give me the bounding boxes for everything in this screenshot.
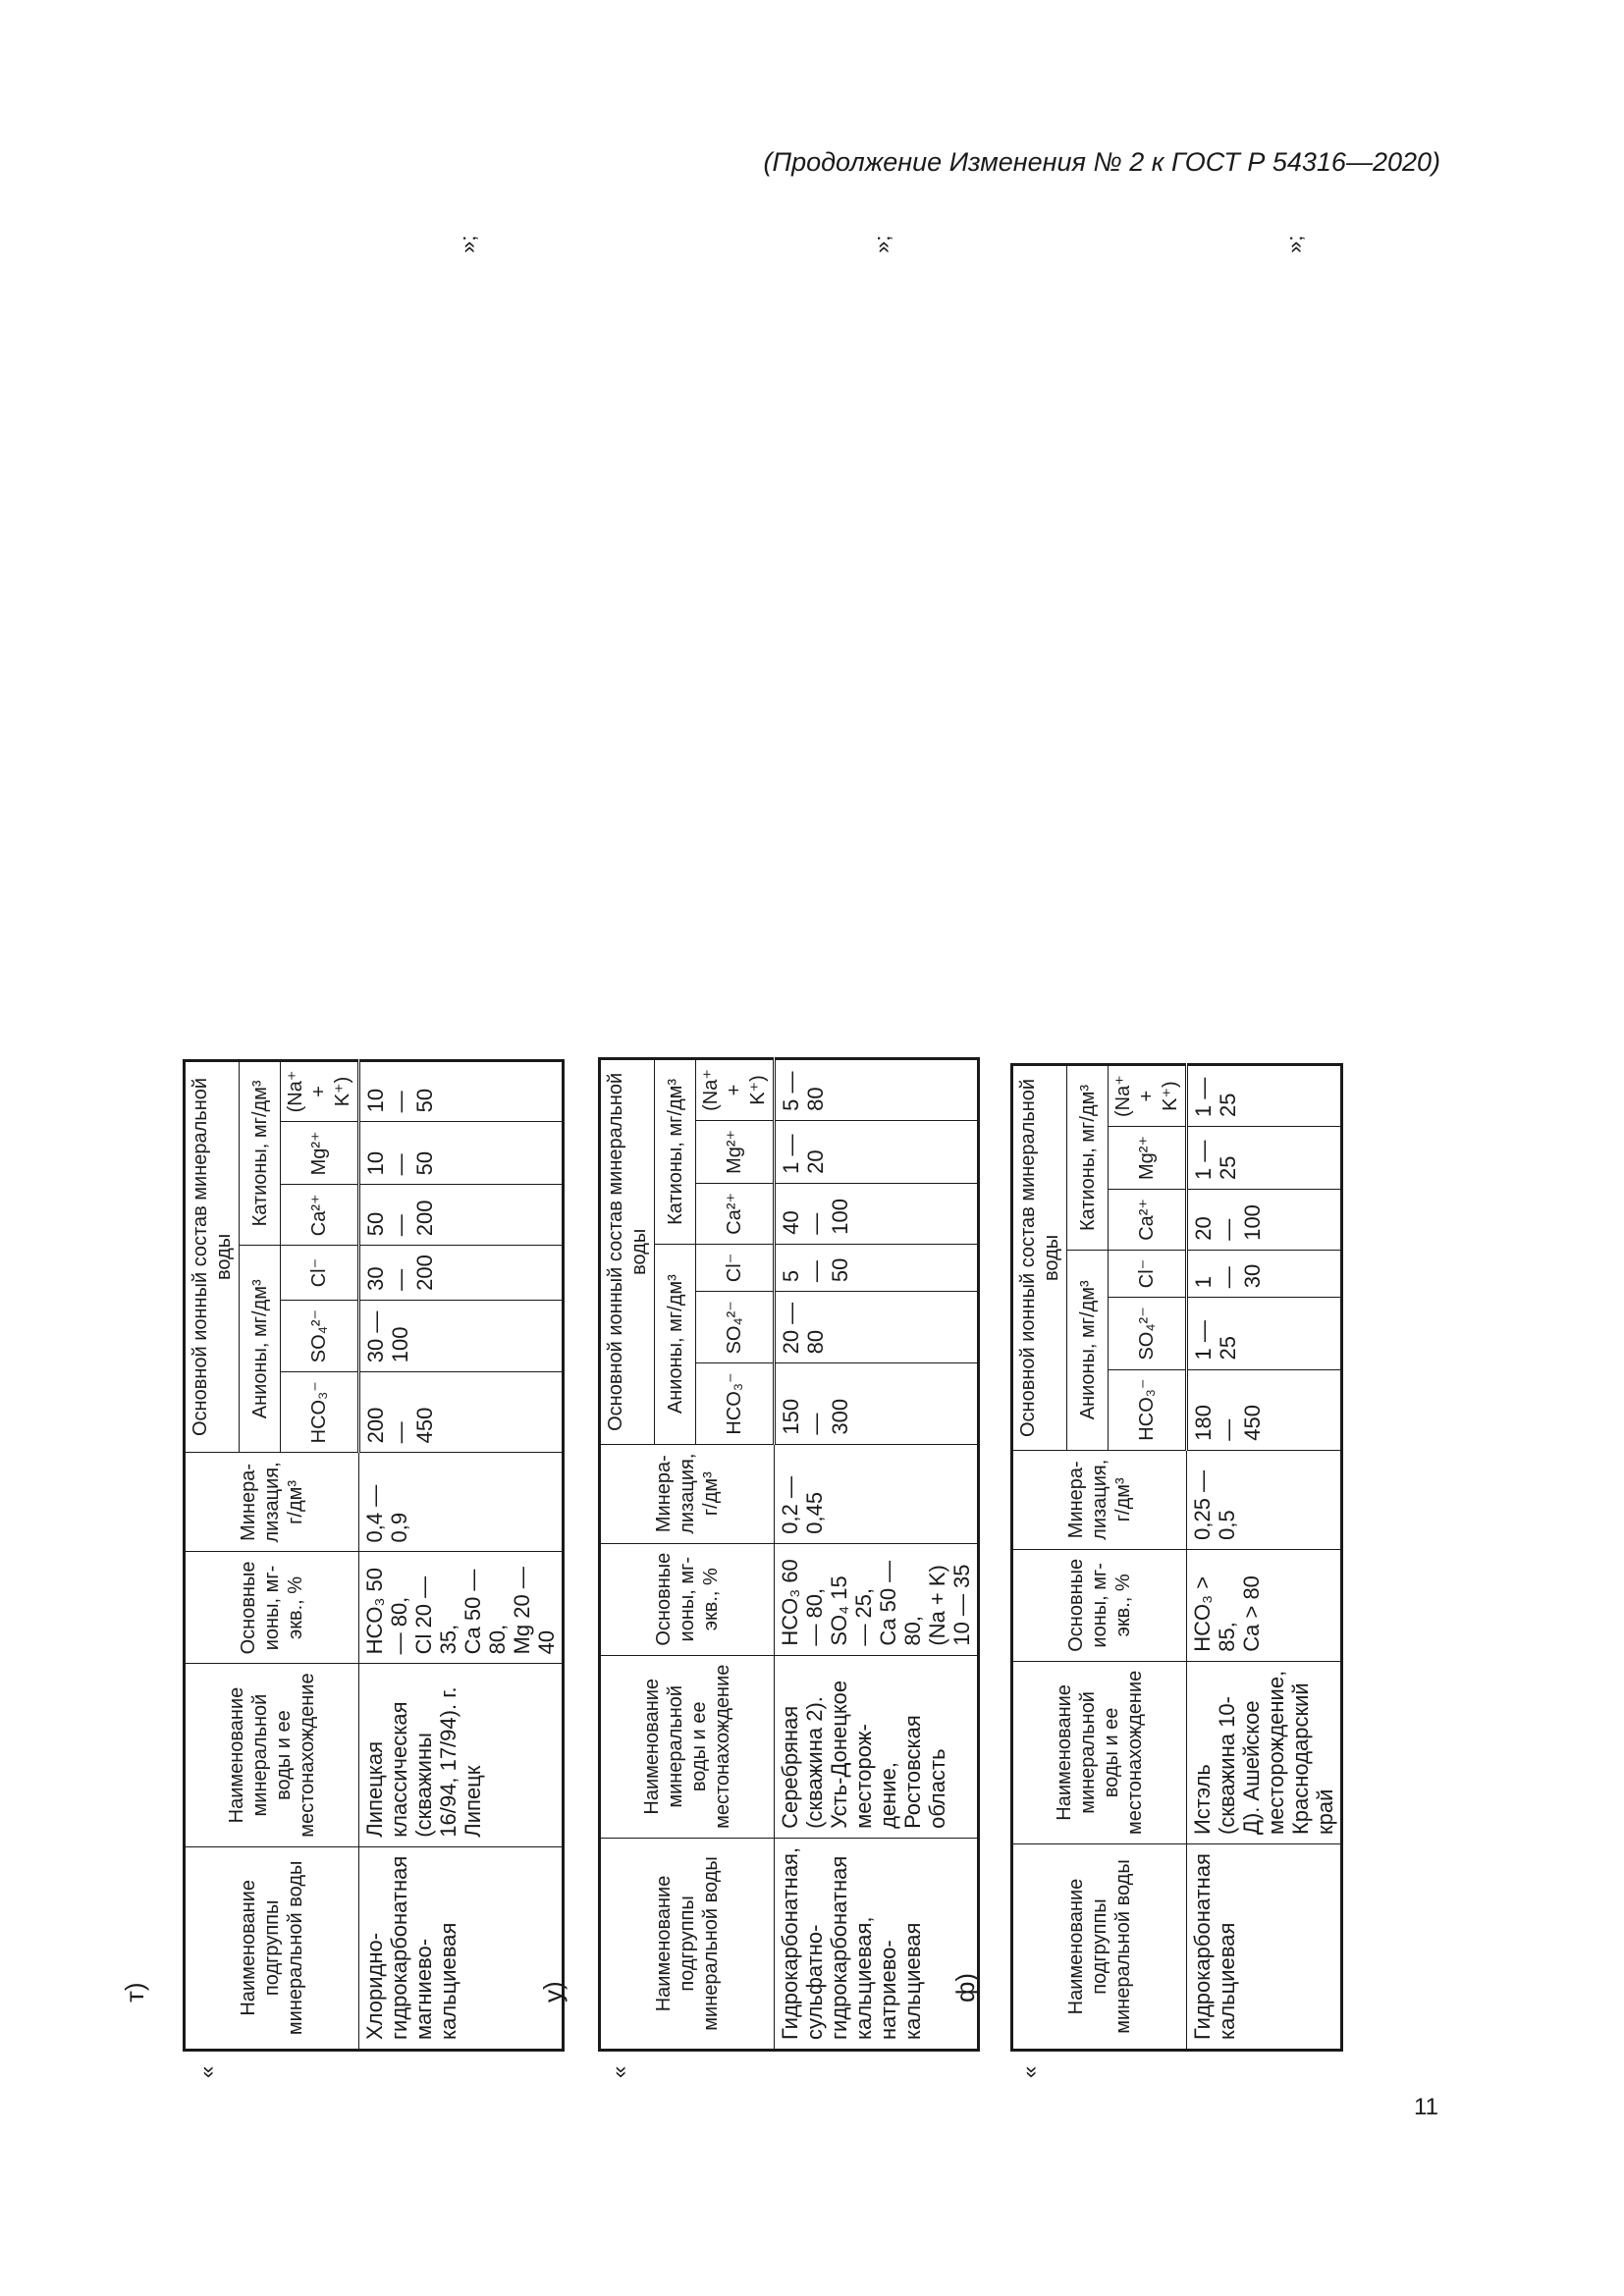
cell-mineralization: 0,4 — 0,9 — [359, 1453, 564, 1552]
header-ions: Основные ионы, мг-экв., % — [600, 1543, 775, 1655]
cell-mg: 1 — 25 — [1187, 1127, 1342, 1190]
cell-cl: 5 — 50 — [775, 1244, 979, 1291]
close-quote: »; — [870, 235, 894, 253]
close-quote: »; — [1282, 235, 1307, 253]
header-name: Наименование минеральной воды и ее местонахождение — [600, 1655, 775, 1838]
header-ca: Ca²⁺ — [281, 1185, 359, 1246]
cell-subgroup: Гидрокарбонатная, сульфатно-гидрокарбонатная кальциевая, натриево-кальциевая — [775, 1838, 979, 2050]
header-nak: (Na⁺ + K⁺) — [696, 1059, 775, 1121]
close-quote: »; — [456, 235, 480, 253]
header-ca: Ca²⁺ — [696, 1183, 775, 1244]
cell-ca: 20 — 100 — [1187, 1190, 1342, 1251]
mineral-water-table — [598, 1057, 980, 2052]
cell-name: Липецкая классическая (скважины 16/94, 17/94). г. Липецк — [359, 1664, 564, 1846]
header-so4: SO₄²⁻ — [281, 1300, 359, 1371]
header-mg: Mg²⁺ — [1109, 1127, 1187, 1190]
header-cations: Катионы, мг/дм³ — [1067, 1065, 1109, 1251]
header-mg: Mg²⁺ — [281, 1122, 359, 1185]
header-composition: Основной ионный состав минеральной воды — [600, 1059, 655, 1444]
header-cations: Катионы, мг/дм³ — [655, 1059, 696, 1245]
cell-mg: 1 — 20 — [775, 1120, 979, 1183]
table-label: ф) — [950, 1972, 980, 2002]
page-number: 11 — [1414, 2094, 1438, 2120]
cell-ions: HCO₃ > 85, Ca > 80 — [1187, 1549, 1342, 1661]
header-nak: (Na⁺ + K⁺) — [281, 1060, 359, 1122]
header-so4: SO₄²⁻ — [1109, 1298, 1187, 1369]
cell-hco3: 150 — 300 — [775, 1363, 979, 1444]
header-ions: Основные ионы, мг-экв., % — [185, 1552, 359, 1664]
header-subgroup: Наименование подгруппы минеральной воды — [185, 1846, 359, 2050]
header-hco3: HCO₃⁻ — [1109, 1369, 1187, 1450]
cell-cl: 30 — 200 — [359, 1246, 564, 1301]
header-mineralization: Минера-лизация, г/дм³ — [600, 1444, 775, 1543]
cell-mineralization: 0,2 — 0,45 — [775, 1444, 979, 1543]
table-row — [1187, 1065, 1342, 2051]
cell-so4: 20 — 80 — [775, 1292, 979, 1363]
cell-nak: 1 — 25 — [1187, 1065, 1342, 1127]
table-row — [775, 1059, 979, 2051]
cell-nak: 10 — 50 — [359, 1060, 564, 1122]
header-name: Наименование минеральной воды и ее местонахождение — [185, 1664, 359, 1846]
open-quote: « — [1017, 2065, 1042, 2078]
cell-so4: 30 — 100 — [359, 1300, 564, 1371]
table-label: т) — [120, 1982, 149, 2002]
open-quote: « — [194, 2065, 219, 2078]
header-subgroup: Наименование подгруппы минеральной воды — [600, 1838, 775, 2050]
header-composition: Основной ионный состав минеральной воды — [185, 1060, 240, 1453]
header-name: Наименование минеральной воды и ее местонахождение — [1012, 1661, 1187, 1843]
cell-name: Истэль (скважина 10-Д). Ашейское месторождение, Краснодарский край — [1187, 1661, 1342, 1843]
header-anions: Анионы, мг/дм³ — [1067, 1250, 1109, 1450]
cell-mg: 10 — 50 — [359, 1122, 564, 1185]
cell-ca: 50 — 200 — [359, 1185, 564, 1246]
cell-ions: HCO₃ 60 — 80, SO₄ 15 — 25, Ca 50 — 80, (Na + K) 10 — 35 — [775, 1543, 979, 1655]
header-anions: Анионы, мг/дм³ — [240, 1246, 281, 1453]
cell-subgroup: Гидрокарбонатная кальциевая — [1187, 1844, 1342, 2051]
header-cl: Cl⁻ — [696, 1244, 775, 1291]
header-mg: Mg²⁺ — [696, 1120, 775, 1183]
cell-name: Серебряная (скважина 2). Усть-Донецкое месторож-дение, Ростовская область — [775, 1655, 979, 1838]
cell-hco3: 180 — 450 — [1187, 1369, 1342, 1450]
header-so4: SO₄²⁻ — [696, 1292, 775, 1363]
header-ions: Основные ионы, мг-экв., % — [1012, 1549, 1187, 1661]
header-hco3: HCO₃⁻ — [696, 1363, 775, 1444]
table-label: у) — [538, 1981, 568, 2002]
cell-hco3: 200 — 450 — [359, 1372, 564, 1453]
header-mineralization: Минера-лизация, г/дм³ — [185, 1453, 359, 1552]
cell-cl: 1 — 30 — [1187, 1250, 1342, 1297]
cell-ca: 40 — 100 — [775, 1183, 979, 1244]
cell-subgroup: Хлоридно-гидрокарбонатная магниево-кальциевая — [359, 1846, 564, 2050]
mineral-water-table — [183, 1059, 565, 2052]
header-ca: Ca²⁺ — [1109, 1190, 1187, 1251]
cell-ions: HCO₃ 50 — 80, Cl 20 — 35, Ca 50 — 80, Mg 20 — 40 — [359, 1552, 564, 1664]
open-quote: « — [607, 2065, 631, 2078]
cell-nak: 5 — 80 — [775, 1059, 979, 1121]
header-cl: Cl⁻ — [281, 1246, 359, 1301]
header-cl: Cl⁻ — [1109, 1250, 1187, 1297]
cell-mineralization: 0,25 — 0,5 — [1187, 1450, 1342, 1549]
cell-so4: 1 — 25 — [1187, 1298, 1342, 1369]
table-row — [359, 1060, 564, 2050]
header-mineralization: Минера-лизация, г/дм³ — [1012, 1450, 1187, 1549]
header-nak: (Na⁺ + K⁺) — [1109, 1065, 1187, 1127]
mineral-water-table — [1010, 1063, 1343, 2052]
page-header: (Продолжение Изменения № 2 к ГОСТ Р 54316—2020) — [763, 147, 1440, 177]
header-cations: Катионы, мг/дм³ — [240, 1060, 281, 1246]
header-composition: Основной ионный состав минеральной воды — [1012, 1065, 1067, 1450]
header-hco3: HCO₃⁻ — [281, 1372, 359, 1453]
header-subgroup: Наименование подгруппы минеральной воды — [1012, 1844, 1187, 2051]
header-anions: Анионы, мг/дм³ — [655, 1244, 696, 1444]
